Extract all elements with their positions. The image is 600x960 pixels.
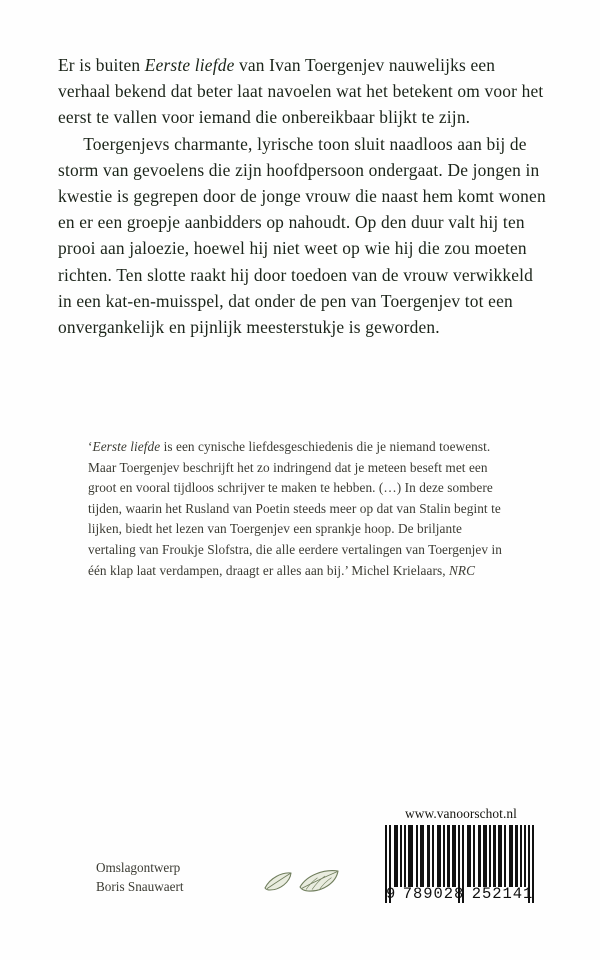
barcode-left-group: 789028 (402, 885, 465, 903)
credits-role-label: Omslagontwerp (96, 860, 181, 875)
barcode-right-group: 252141 (471, 885, 534, 903)
barcode-lead-digit: 9 (386, 885, 396, 903)
blurb-p1-pre-title: Er is buiten (58, 55, 145, 75)
blurb-paragraph-2: Toergenjevs charmante, lyrische toon sluit naadloos aan bij de storm van gevoelens die zijn hoofdpersoon ondergaat. De jongen in kwestie is gegrepen door de jonge vrouw die naast hem komt wonen en er een groepje aanbidders op nahoudt. Op den duur valt hij ten prooi aan jaloezie, hoewel hij niet weet op wie hij die zou moeten richten. Ten slotte raakt hij door toedoen van de vrouw verwikkeld in een kat-en-muisspel, dat onder de pen van Toergenjev tot een onvergankelijk en pijnlijk meesterstukje is geworden. (58, 133, 546, 338)
blurb-paragraph-1 (58, 52, 550, 131)
review-opening-quote-mark: ‘ (88, 439, 93, 454)
two-leaves-colophon-icon (262, 860, 346, 900)
credits-designer-name: Boris Snauwaert (96, 879, 184, 895)
publisher-website-url[interactable]: www.vanoorschot.nl (405, 806, 517, 821)
book-title-italic: Eerste liefde (144, 55, 235, 75)
publisher-barcode-block (383, 806, 539, 903)
review-source-italic: NRC (448, 562, 476, 578)
review-book-title-italic: Eerste liefde (92, 439, 161, 454)
back-cover-blurb (58, 52, 550, 340)
barcode-digits (385, 885, 537, 903)
cover-design-credits (96, 858, 286, 897)
review-text (88, 437, 512, 581)
ean13-barcode (385, 825, 537, 903)
blurb-p1-post-title: van Ivan Toergenjev nauwelijks een verhaal bekend dat beter laat navoelen wat het betekent om voor het eerst te vallen voor iemand die onbereikbaar blijkt te zijn. (58, 55, 544, 128)
press-review-quote (88, 437, 512, 581)
review-body-text: is een cynische liefdesgeschiedenis die je niemand toewenst. Maar Toergenjev beschrijft het zo indringend dat je meteen beseft met een groot en vooral tijdloos schrijver te maken te hebben. (…) In deze sombere tijden, waarin het Rusland van Poetin steeds meer op dat van Stalin begint te lijken, biedt het lezen van Toergenjev een sprankje hoop. De briljante vertaling van Froukje Slofstra, die alle eerdere vertalingen van Toergenjev in één klap laat verdampen, draagt er alles aan bij.’ Michel Krielaars, (88, 439, 502, 578)
